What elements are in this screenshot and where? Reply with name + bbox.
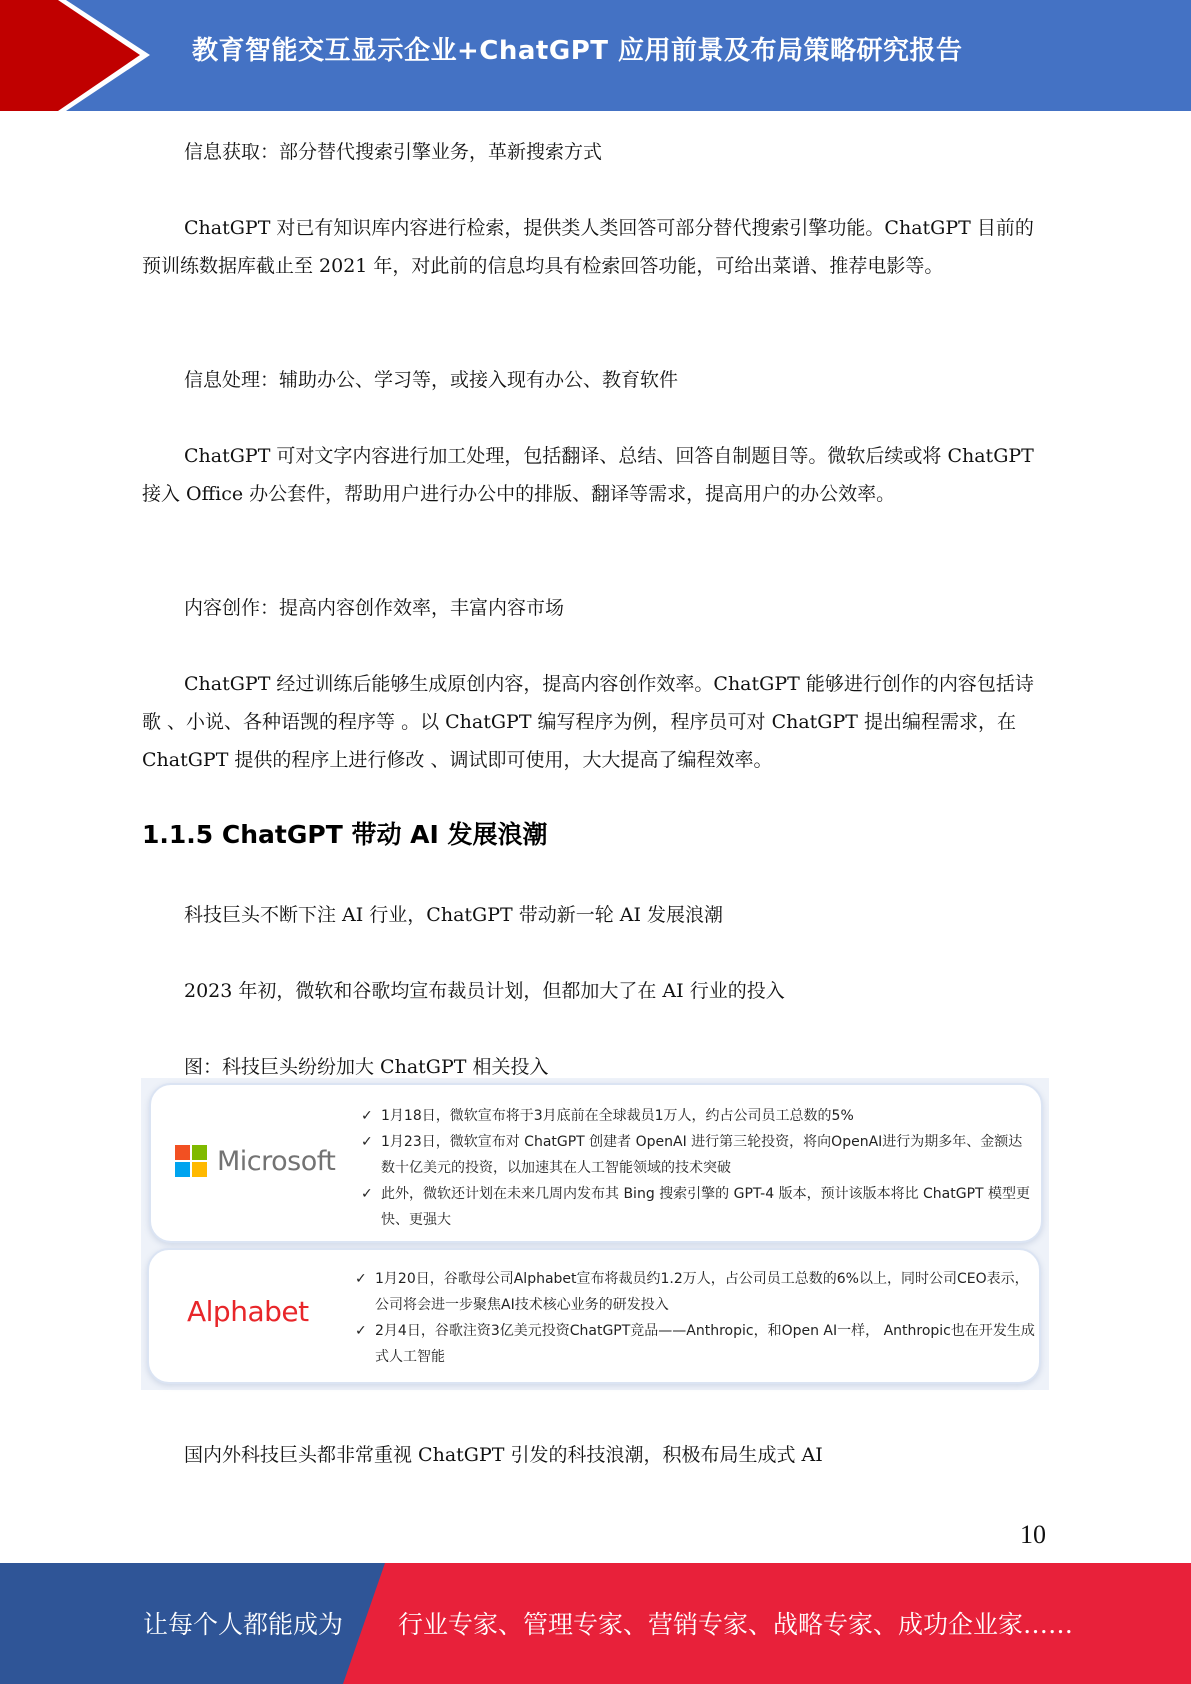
- ms-square-yellow: [192, 1162, 207, 1177]
- paragraph-content-creation: ChatGPT 经过训练后能够生成原创内容，提高内容创作效率。ChatGPT 能够进行创作的内容包括诗歌 、小说、各种语觊的程序等 。以 ChatGPT 编写程序为例，程序员可对 ChatGPT 提出编程需求，在 ChatGPT 提供的程序上进行修改 、调试即可使用，大大提高了编程效率。: [142, 673, 1034, 771]
- check-icon: ✓: [355, 1323, 367, 1339]
- check-icon: ✓: [355, 1271, 367, 1287]
- microsoft-windows-icon: [175, 1145, 207, 1177]
- subheading-info-processing: 信息处理：辅助办公、学习等，或接入现有办公、教育软件: [184, 369, 679, 391]
- paragraph-info-processing: ChatGPT 可对文字内容进行加工处理，包括翻译、总结、回答自制题目等。微软后续或将 ChatGPT 接入 Office 办公套件，帮助用户进行办公中的排版、翻译等需求，提高用户的办公效率。: [142, 445, 1034, 505]
- bullet-item: ✓ 2月4日，谷歌注资3亿美元投资ChatGPT竞品——Anthropic，和Open AI一样， Anthropic也在开发生成式人工智能: [355, 1318, 1035, 1370]
- subheading-info-retrieval: 信息获取：部分替代搜索引擎业务，革新搜索方式: [184, 141, 603, 163]
- alphabet-card: [147, 1248, 1041, 1384]
- bullet-item: ✓ 此外，微软还计划在未来几周内发布其 Bing 搜索引擎的 GPT-4 版本，预计该版本将比 ChatGPT 模型更快、更强大: [361, 1181, 1031, 1233]
- ms-square-red: [175, 1145, 190, 1160]
- ms-square-blue: [175, 1162, 190, 1177]
- microsoft-bullets: [361, 1103, 1031, 1233]
- check-icon: ✓: [361, 1186, 373, 1202]
- header-arrow-decoration: [0, 0, 150, 111]
- figure-caption: 图：科技巨头纷纷加大 ChatGPT 相关投入: [184, 1056, 549, 1078]
- check-icon: ✓: [361, 1134, 373, 1150]
- ms-square-green: [192, 1145, 207, 1160]
- page-number: 10: [1020, 1520, 1046, 1549]
- alphabet-bullets: [355, 1266, 1035, 1370]
- section-heading: 1.1.5 ChatGPT 带动 AI 发展浪潮: [142, 820, 548, 849]
- footer-roles: 行业专家、管理专家、营销专家、战略专家、成功企业家……: [398, 1610, 1074, 1639]
- footer-slogan: 让每个人都能成为: [143, 1610, 344, 1639]
- paragraph-conclusion: 国内外科技巨头都非常重视 ChatGPT 引发的科技浪潮，积极布局生成式 AI: [184, 1444, 823, 1466]
- page-header: [0, 0, 1191, 111]
- microsoft-logo: [175, 1145, 335, 1177]
- report-title: 教育智能交互显示企业+ChatGPT 应用前景及布局策略研究报告: [192, 36, 963, 66]
- paragraph-info-retrieval: ChatGPT 对已有知识库内容进行检索，提供类人类回答可部分替代搜索引擎功能。ChatGPT 目前的预训练数据库截止至 2021 年，对此前的信息均具有检索回答功能，可给出菜谱、推荐电影等。: [142, 217, 1034, 277]
- bullet-item: ✓ 1月18日，微软宣布将于3月底前在全球裁员1万人，约占公司员工总数的5%: [361, 1103, 1031, 1129]
- page-footer: [0, 1563, 1191, 1684]
- check-icon: ✓: [361, 1108, 373, 1124]
- bullet-item: ✓ 1月23日，微软宣布对 ChatGPT 创建者 OpenAI 进行第三轮投资，将向OpenAI进行为期多年、金额达数十亿美元的投资，以加速其在人工智能领域的技术突破: [361, 1129, 1031, 1181]
- subheading-content-creation: 内容创作：提高内容创作效率，丰富内容市场: [184, 597, 565, 619]
- tech-giants-figure: [141, 1078, 1049, 1390]
- subheading-tech-giants: 科技巨头不断下注 AI 行业，ChatGPT 带动新一轮 AI 发展浪潮: [184, 904, 724, 926]
- microsoft-logo-text: Microsoft: [217, 1145, 336, 1177]
- paragraph-layoffs: 2023 年初，微软和谷歌均宣布裁员计划，但都加大了在 AI 行业的投入: [184, 980, 785, 1002]
- bullet-item: ✓ 1月20日，谷歌母公司Alphabet宣布将裁员约1.2万人，占公司员工总数的6%以上，同时公司CEO表示，公司将会进一步聚焦AI技术核心业务的研发投入: [355, 1266, 1035, 1318]
- alphabet-logo: Alphabet: [187, 1295, 309, 1328]
- microsoft-card: [149, 1083, 1043, 1243]
